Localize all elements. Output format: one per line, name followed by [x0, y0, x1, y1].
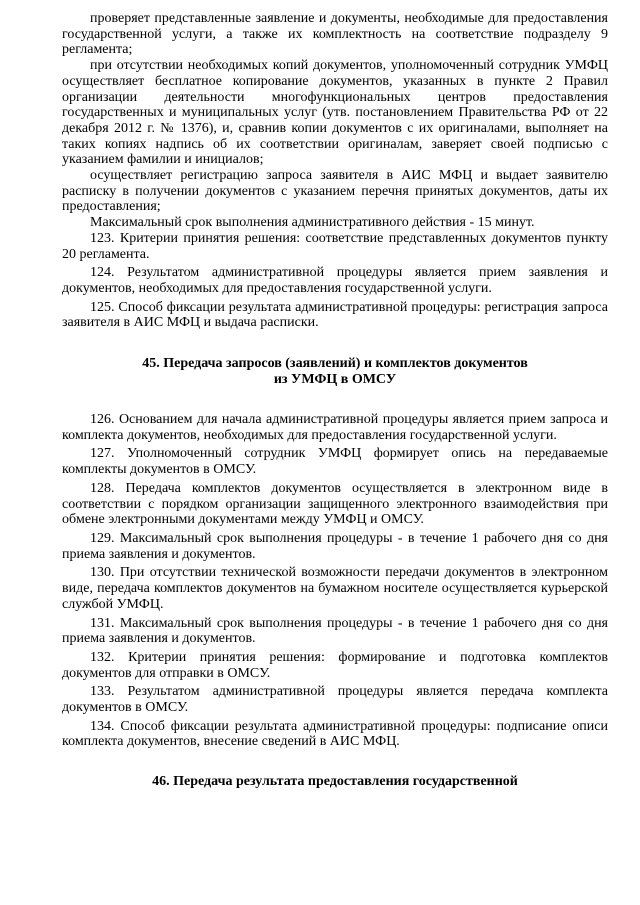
paragraph-133: 133. Результатом административной процедуры является передача комплекта документов в ОМСУ.: [62, 684, 608, 716]
paragraph-128: 128. Передача комплектов документов осуществляется в электронном виде в соответствии с порядком организации защищенного электронного взаимодействия при обмене электронными документами между УМФЦ и ОМСУ.: [62, 480, 608, 528]
paragraph-132: 132. Критерии принятия решения: формирование и подготовка комплектов документов для отправки в ОМСУ.: [62, 649, 608, 681]
paragraph-130: 130. При отсутствии технической возможности передачи документов в электронном виде, передача комплектов документов на бумажном носителе осуществляется курьерской службой УМФЦ.: [62, 565, 608, 612]
intro-block: [62, 11, 608, 231]
paragraph-125: 125. Способ фиксации результата административной процедуры: регистрация запроса заявителя в АИС МФЦ и выдача расписки.: [62, 299, 608, 331]
paragraph-129: 129. Максимальный срок выполнения процедуры - в течение 1 рабочего дня со дня приема заявления и документов.: [62, 530, 608, 562]
section-45-heading-line-1: 45. Передача запросов (заявлений) и комплектов документов: [142, 356, 528, 372]
paragraphs-123-125: [62, 231, 608, 331]
paragraph-131: 131. Максимальный срок выполнения процедуры - в течение 1 рабочего дня со дня приема заявления и документов.: [62, 615, 608, 647]
paragraph-134: 134. Способ фиксации результата административной процедуры: подписание описи комплекта документов, внесение сведений в АИС МФЦ.: [62, 718, 608, 750]
paragraph-intro-1: проверяет представленные заявление и документы, необходимые для предоставления государственной услуги, а также их комплектность на соответствие подразделу 9 регламента;: [62, 11, 608, 58]
section-45-heading: [62, 356, 608, 388]
section-46-heading-line-1: 46. Передача результата предоставления государственной: [152, 774, 518, 790]
paragraphs-126-134: [62, 412, 608, 750]
paragraph-intro-4: Максимальный срок выполнения административного действия - 15 минут.: [90, 215, 535, 231]
paragraph-124: 124. Результатом административной процедуры является прием заявления и документов, необходимых для предоставления государственной услуги.: [62, 265, 608, 296]
paragraph-127: 127. Уполномоченный сотрудник УМФЦ формирует опись на передаваемые комплекты документов в ОМСУ.: [62, 446, 608, 478]
paragraph-126: 126. Основанием для начала административной процедуры является прием запроса и комплекта документов, необходимых для предоставления государственной услуги.: [62, 412, 608, 443]
paragraph-intro-2: при отсутствии необходимых копий документов, уполномоченный сотрудник УМФЦ осуществляет бесплатное копирование документов, указанных в пункте 2 Правил организации деятельности многофункциональных центров предоставления государственных и муниципальных услуг (утв. постановлением Правительства РФ от 22 декабря 2012 г. № 1376), и, сравнив копии документов с их оригиналами, выполняет на таких копиях надпись об их соответствии оригиналам, заверяет своей подписью с указанием фамилии и инициалов;: [62, 58, 608, 168]
paragraph-intro-3: осуществляет регистрацию запроса заявителя в АИС МФЦ и выдает заявителю расписку в получении документов с указанием перечня принятых документов, даты их предоставления;: [62, 168, 608, 215]
section-46-heading: [62, 774, 608, 790]
paragraph-123: 123. Критерии принятия решения: соответствие представленных документов пункту 20 регламента.: [62, 230, 608, 262]
section-45-heading-line-2: из УМФЦ в ОМСУ: [273, 372, 397, 388]
